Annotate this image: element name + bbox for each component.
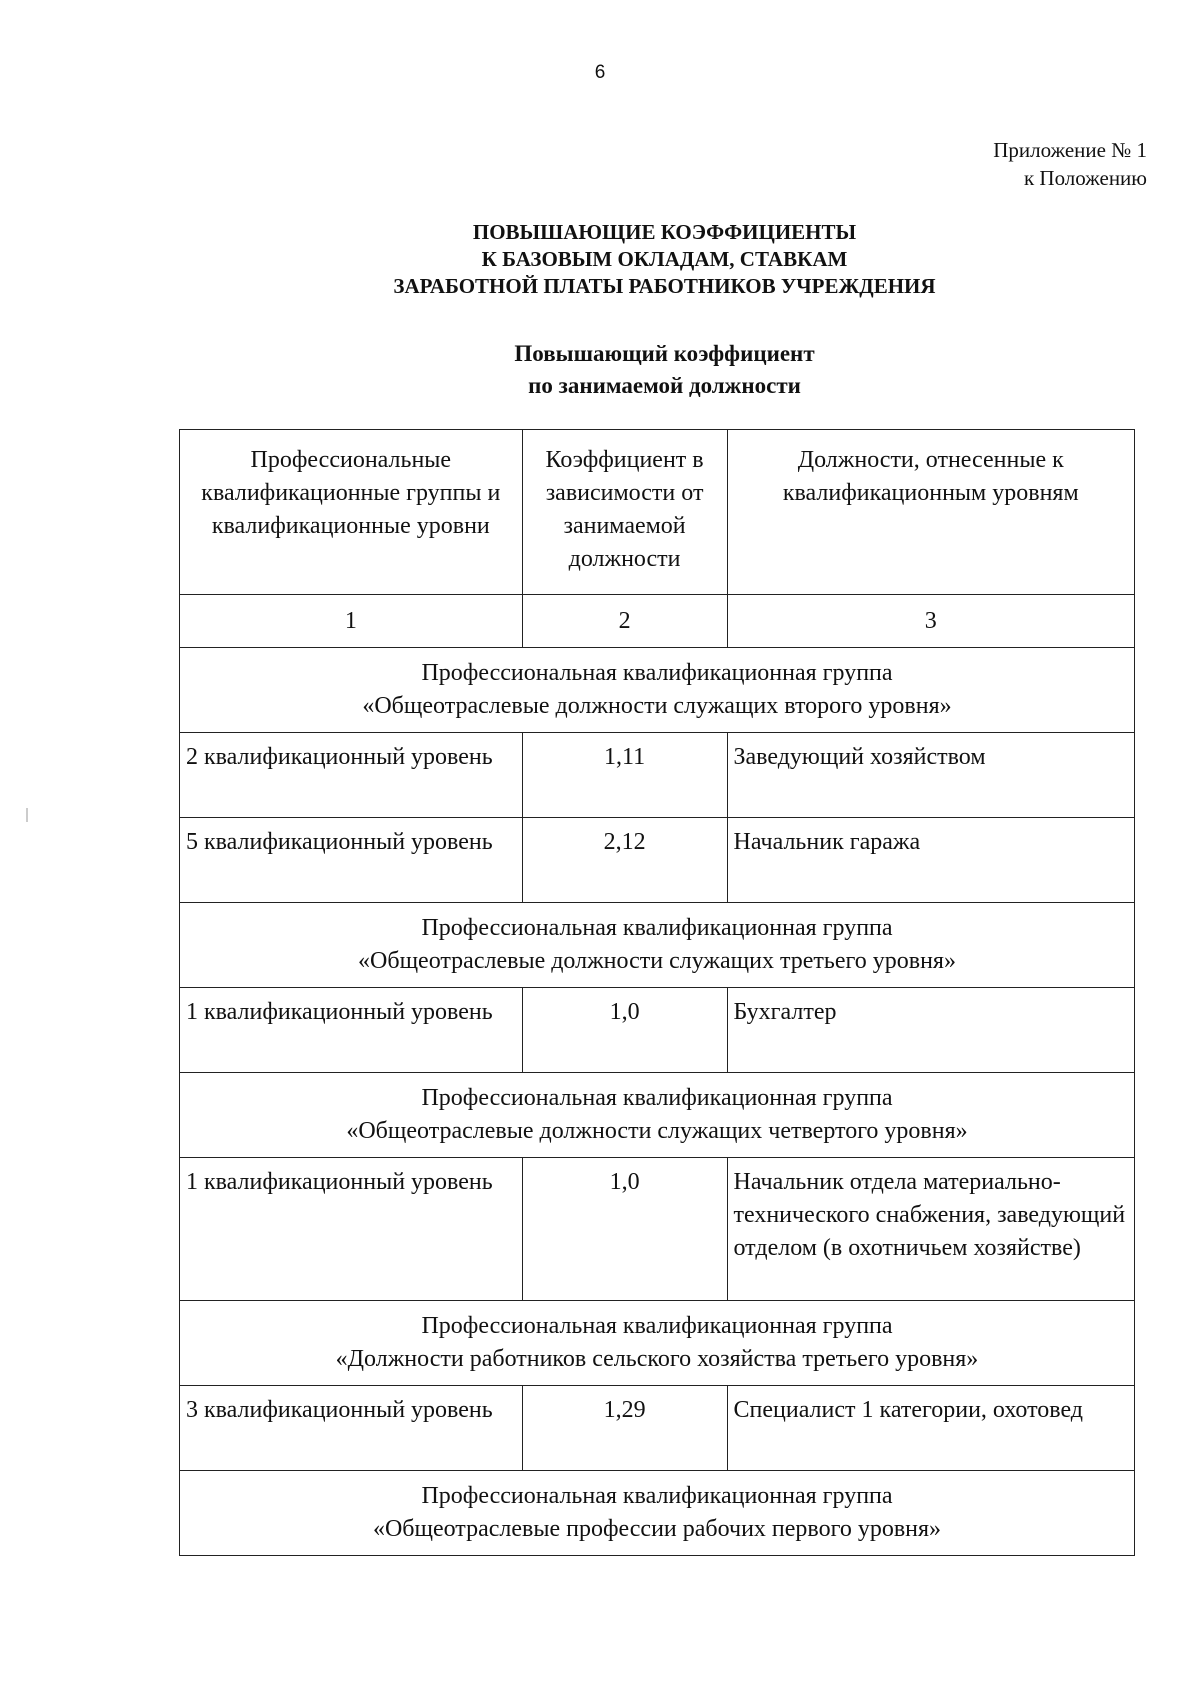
group-title-cell bbox=[180, 648, 1135, 733]
table-row bbox=[180, 818, 1135, 903]
position-cell: Заведующий хозяйством bbox=[727, 733, 1135, 818]
position-cell: Начальник гаража bbox=[727, 818, 1135, 903]
group-title-cell bbox=[180, 1301, 1135, 1386]
subtitle-line-2: по занимаемой должности bbox=[528, 373, 801, 398]
group-title-line-1: Профессиональная квалификационная группа bbox=[421, 915, 893, 941]
column-number: 3 bbox=[727, 595, 1135, 648]
coefficient-cell: 1,0 bbox=[522, 988, 727, 1073]
group-title-cell bbox=[180, 1471, 1135, 1556]
group-title-line-1: Профессиональная квалификационная группа bbox=[421, 1085, 893, 1111]
title-line-3: ЗАРАБОТНОЙ ПЛАТЫ РАБОТНИКОВ УЧРЕЖДЕНИЯ bbox=[393, 274, 936, 298]
group-title-line-1: Профессиональная квалификационная группа bbox=[421, 1313, 893, 1339]
table-row bbox=[180, 1386, 1135, 1471]
column-number: 1 bbox=[180, 595, 523, 648]
position-cell: Специалист 1 категории, охотовед bbox=[727, 1386, 1135, 1471]
coefficient-cell: 2,12 bbox=[522, 818, 727, 903]
position-cell: Бухгалтер bbox=[727, 988, 1135, 1073]
coefficient-cell: 1,0 bbox=[522, 1158, 727, 1301]
title-line-1: ПОВЫШАЮЩИЕ КОЭФФИЦИЕНТЫ bbox=[472, 220, 857, 244]
group-row bbox=[180, 1471, 1135, 1556]
header-cell-positions: Должности, отнесенные к квалификационным уровням bbox=[727, 430, 1135, 595]
page-number: 6 bbox=[594, 62, 606, 83]
level-cell: 5 квалификационный уровень bbox=[180, 818, 523, 903]
scan-artifact bbox=[26, 808, 28, 822]
document-title bbox=[0, 219, 1200, 300]
group-row bbox=[180, 903, 1135, 988]
level-cell: 1 квалификационный уровень bbox=[180, 1158, 523, 1301]
group-title-line-2: «Общеотраслевые профессии рабочих первого уровня» bbox=[372, 1516, 942, 1542]
group-row bbox=[180, 1073, 1135, 1158]
group-title-line-2: «Общеотраслевые должности служащих четвертого уровня» bbox=[346, 1118, 968, 1144]
group-title-line-1: Профессиональная квалификационная группа bbox=[421, 1483, 893, 1509]
group-row bbox=[180, 648, 1135, 733]
subtitle-line-1: Повышающий коэффициент bbox=[514, 341, 815, 366]
column-number-row bbox=[180, 595, 1135, 648]
appendix-line-2: к Положению bbox=[1023, 166, 1147, 190]
section-title bbox=[0, 338, 1200, 402]
title-line-2: К БАЗОВЫМ ОКЛАДАМ, СТАВКАМ bbox=[481, 247, 848, 271]
table-row bbox=[180, 988, 1135, 1073]
header-cell-coefficient: Коэффициент в зависимости от занимаемой должности bbox=[522, 430, 727, 595]
group-title-line-2: «Общеотраслевые должности служащих третьего уровня» bbox=[358, 948, 956, 974]
group-title-line-2: «Общеотраслевые должности служащих второго уровня» bbox=[362, 693, 952, 719]
level-cell: 1 квалификационный уровень bbox=[180, 988, 523, 1073]
position-cell: Начальник отдела материально-технического снабжения, заведующий отделом (в охотничьем хозяйстве) bbox=[727, 1158, 1135, 1301]
group-title-cell bbox=[180, 903, 1135, 988]
appendix-line-1: Приложение № 1 bbox=[993, 138, 1147, 162]
table-row bbox=[180, 733, 1135, 818]
table-header-row bbox=[180, 430, 1135, 595]
level-cell: 3 квалификационный уровень bbox=[180, 1386, 523, 1471]
level-cell: 2 квалификационный уровень bbox=[180, 733, 523, 818]
group-row bbox=[180, 1301, 1135, 1386]
coefficient-cell: 1,11 bbox=[522, 733, 727, 818]
column-number: 2 bbox=[522, 595, 727, 648]
coefficients-table bbox=[179, 429, 1135, 1556]
header-cell-groups: Профессиональные квалификационные группы и квалификационные уровни bbox=[180, 430, 523, 595]
group-title-cell bbox=[180, 1073, 1135, 1158]
appendix-note bbox=[993, 136, 1147, 192]
group-title-line-1: Профессиональная квалификационная группа bbox=[421, 660, 893, 686]
table-row bbox=[180, 1158, 1135, 1301]
group-title-line-2: «Должности работников сельского хозяйства третьего уровня» bbox=[335, 1346, 979, 1372]
coefficient-cell: 1,29 bbox=[522, 1386, 727, 1471]
